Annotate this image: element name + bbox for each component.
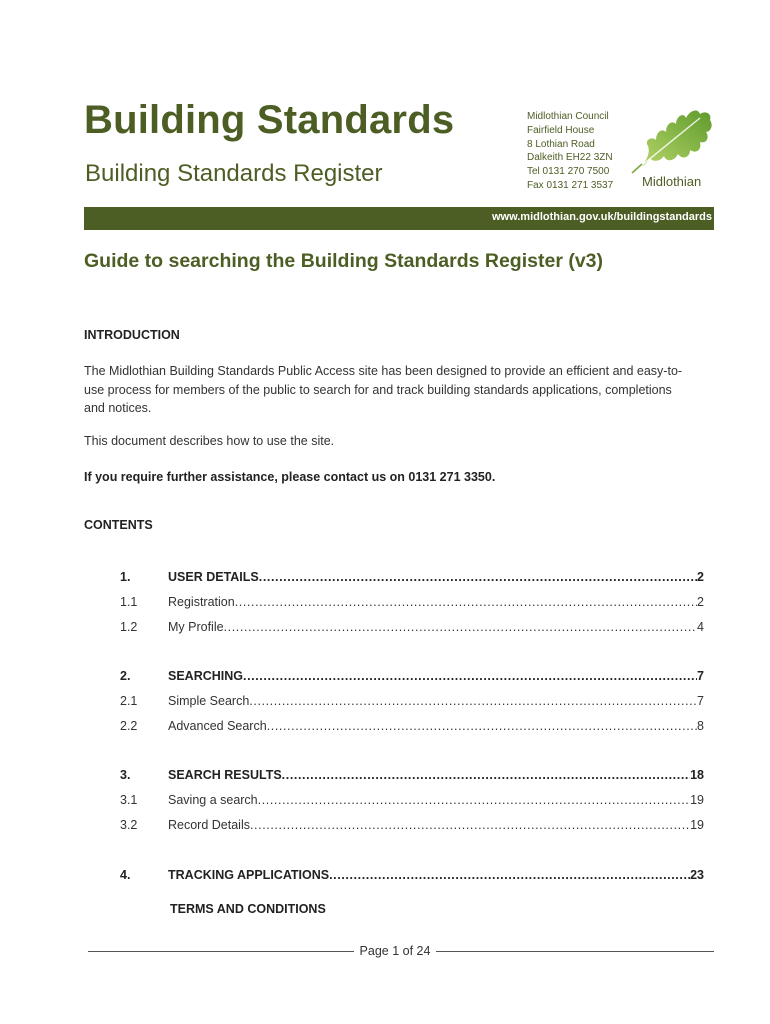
- toc-title: USER DETAILS: [168, 570, 259, 584]
- logo-wordmark: Midlothian: [642, 174, 702, 189]
- toc-title: Registration: [168, 595, 235, 609]
- address-line: 8 Lothian Road: [527, 138, 595, 150]
- toc-number: 4.: [120, 868, 131, 882]
- council-address: [527, 110, 613, 193]
- toc-title: My Profile: [168, 620, 224, 634]
- toc-number: 1.: [120, 570, 131, 584]
- toc-title: Record Details: [168, 818, 250, 832]
- header-banner: [84, 207, 714, 230]
- toc-leader: [329, 868, 690, 882]
- footer-rule: [436, 951, 714, 952]
- toc-page: 23: [690, 868, 704, 882]
- page-subtitle: Building Standards Register: [85, 160, 383, 187]
- toc-leader: [224, 620, 697, 634]
- section-heading-contents: CONTENTS: [84, 518, 153, 532]
- toc-page: 7: [697, 694, 704, 708]
- website-link[interactable]: www.midlothian.gov.uk/buildingstandards: [491, 211, 712, 223]
- toc-page: 2: [697, 595, 704, 609]
- toc-page: 7: [697, 669, 704, 683]
- toc-entry[interactable]: [120, 768, 704, 786]
- toc-leader: [267, 719, 697, 733]
- toc-page: 4: [697, 620, 704, 634]
- toc-leader: [259, 570, 697, 584]
- page-title: Building Standards: [84, 98, 455, 142]
- document-title: Guide to searching the Building Standards Register (v3): [84, 250, 603, 272]
- toc-leader: [282, 768, 690, 782]
- toc-entry[interactable]: [120, 818, 704, 836]
- toc-title: SEARCH RESULTS: [168, 768, 282, 782]
- toc-entry[interactable]: [120, 669, 704, 687]
- address-phone: Tel 0131 270 7500: [527, 166, 610, 178]
- toc-number: 3.2: [120, 818, 138, 832]
- toc-title: Simple Search: [168, 694, 250, 708]
- toc-title: Advanced Search: [168, 719, 267, 733]
- intro-paragraph: The Midlothian Building Standards Public Access site has been designed to provide an efficient and easy-to-use process for members of the public to search for and track building standards applications, completions and notices.: [84, 364, 683, 415]
- toc-number: 2.2: [120, 719, 138, 733]
- toc-title: TRACKING APPLICATIONS: [168, 868, 330, 882]
- toc-page: 18: [690, 768, 704, 782]
- address-line: Dalkeith EH22 3ZN: [527, 152, 613, 164]
- toc-entry[interactable]: [120, 793, 704, 811]
- terms-heading: TERMS AND CONDITIONS: [170, 902, 326, 916]
- toc-page: 2: [697, 570, 704, 584]
- toc-page: 19: [690, 793, 704, 807]
- address-line: Fairfield House: [527, 124, 595, 136]
- toc-entry[interactable]: [120, 570, 704, 588]
- toc-number: 1.1: [120, 595, 138, 609]
- oak-leaf-icon: [628, 100, 714, 174]
- page-number: Page 1 of 24: [359, 944, 431, 958]
- toc-entry[interactable]: [120, 868, 704, 886]
- toc-leader: [249, 694, 697, 708]
- toc-leader: [235, 595, 697, 609]
- toc-entry[interactable]: [120, 595, 704, 613]
- intro-note: This document describes how to use the site.: [84, 434, 335, 448]
- toc-number: 2.: [120, 669, 131, 683]
- toc-leader: [258, 793, 690, 807]
- footer-rule: [88, 951, 354, 952]
- toc-number: 2.1: [120, 694, 138, 708]
- toc-leader: [243, 669, 697, 683]
- address-line: Midlothian Council: [527, 111, 609, 122]
- toc-title: SEARCHING: [168, 669, 244, 683]
- address-fax: Fax 0131 271 3537: [527, 179, 614, 191]
- toc-entry[interactable]: [120, 694, 704, 712]
- toc-number: 3.1: [120, 793, 138, 807]
- toc-entry[interactable]: [120, 620, 704, 638]
- toc-number: 3.: [120, 768, 131, 782]
- toc-page: 8: [697, 719, 704, 733]
- toc-page: 19: [690, 818, 704, 832]
- toc-title: Saving a search: [168, 793, 258, 807]
- assistance-note: If you require further assistance, please contact us on 0131 271 3350.: [84, 470, 496, 484]
- toc-number: 1.2: [120, 620, 138, 634]
- section-heading-introduction: INTRODUCTION: [84, 328, 180, 342]
- toc-entry[interactable]: [120, 719, 704, 737]
- toc-leader: [250, 818, 690, 832]
